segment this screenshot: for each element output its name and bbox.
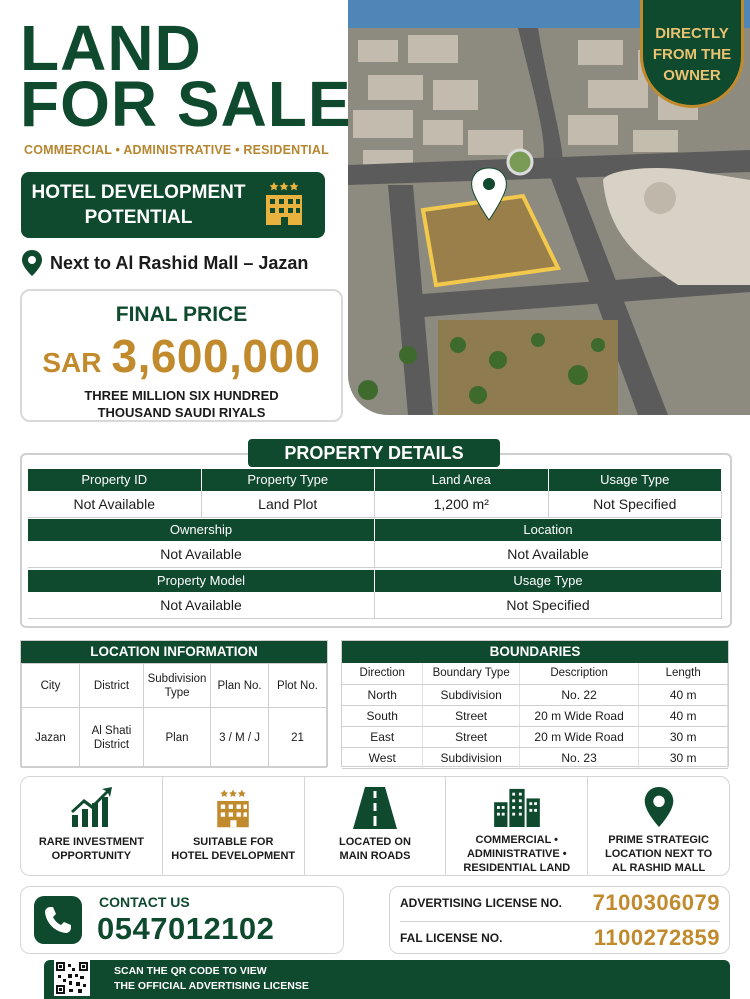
fal-license-label: FAL LICENSE NO.	[400, 931, 503, 945]
feature-roads	[305, 777, 447, 875]
details-value: Not Specified	[549, 491, 723, 518]
feature-hotel	[163, 777, 305, 875]
details-value: Not Available	[375, 541, 722, 568]
fal-license-value: 1100272859	[593, 925, 720, 950]
chart-growth-icon	[68, 787, 114, 829]
details-header: Usage Type	[549, 469, 723, 491]
details-row-2-headers	[28, 519, 722, 541]
details-header: Ownership	[28, 519, 375, 541]
details-value: Not Available	[28, 592, 375, 619]
table-cell: 21	[269, 708, 327, 768]
contact-label: CONTACT US	[99, 894, 190, 910]
price-words-line-2: THOUSAND SAUDI RIYALS	[97, 405, 266, 420]
table-row	[342, 663, 728, 684]
table-cell: East	[342, 726, 423, 747]
table-cell: West	[342, 747, 423, 768]
table-cell: 30 m	[639, 726, 728, 747]
details-value: Not Available	[28, 491, 202, 518]
location-information-title: LOCATION INFORMATION	[21, 641, 327, 663]
details-row-3-headers	[28, 570, 722, 592]
hotel-building-icon	[213, 787, 253, 829]
table-cell: Street	[423, 726, 519, 747]
details-header: Usage Type	[375, 570, 722, 592]
feature-label	[339, 835, 411, 863]
qr-code[interactable]	[54, 960, 90, 996]
boundaries-panel	[341, 640, 729, 767]
table-cell: North	[342, 684, 423, 705]
hotel-potential-text	[21, 180, 256, 230]
badge-line-2: FROM THE	[652, 46, 732, 63]
price-row	[22, 329, 341, 383]
table-header: District	[79, 664, 143, 708]
details-value: Not Specified	[375, 592, 722, 619]
license-card	[389, 886, 730, 954]
details-value: Not Available	[28, 541, 375, 568]
details-header: Location	[375, 519, 722, 541]
details-value: Land Plot	[202, 491, 376, 518]
feature-label	[463, 833, 570, 875]
city-buildings-icon	[491, 787, 543, 827]
footer-line-1: SCAN THE QR CODE TO VIEW	[114, 965, 267, 977]
details-row-3-values	[28, 592, 722, 619]
property-details-title: PROPERTY DETAILS	[248, 439, 500, 467]
table-cell: Plan	[143, 708, 210, 768]
footer-bar	[44, 960, 730, 999]
table-row	[22, 708, 327, 768]
hotel-potential-banner	[21, 172, 325, 238]
feature-land-use	[446, 777, 588, 875]
details-value: 1,200 m²	[375, 491, 549, 518]
details-header: Property Model	[28, 570, 375, 592]
feature-line: PRIME STRATEGIC	[608, 834, 709, 846]
table-cell: Jazan	[22, 708, 80, 768]
badge-line-1: DIRECTLY	[655, 25, 729, 42]
price-label: FINAL PRICE	[115, 303, 248, 326]
details-header: Property ID	[28, 469, 202, 491]
price-value: 3,600,000	[111, 330, 321, 382]
road-icon	[351, 787, 399, 829]
headline-line-2: FOR SALE	[20, 68, 352, 140]
table-cell: Al Shati District	[79, 708, 143, 768]
location-text: Next to Al Rashid Mall – Jazan	[50, 252, 309, 273]
feature-line: LOCATED ON	[339, 836, 411, 848]
details-row-2-values	[28, 541, 722, 568]
feature-line: HOTEL DEVELOPMENT	[171, 850, 296, 862]
table-row	[342, 747, 728, 768]
feature-line: ADMINISTRATIVE •	[466, 848, 567, 860]
location-line	[22, 250, 308, 276]
boundaries-table	[342, 663, 728, 769]
feature-line: OPPORTUNITY	[51, 850, 132, 862]
boundaries-title: BOUNDARIES	[342, 641, 728, 663]
phone-icon	[34, 896, 82, 944]
table-cell: 30 m	[639, 747, 728, 768]
table-cell: South	[342, 705, 423, 726]
feature-line: MAIN ROADS	[339, 850, 411, 862]
categories-text: COMMERCIAL • ADMINISTRATIVE • RESIDENTIAL	[24, 143, 329, 157]
table-header: Length	[639, 663, 728, 684]
location-information-table	[21, 663, 327, 768]
table-cell: 20 m Wide Road	[519, 705, 639, 726]
feature-line: LOCATION NEXT TO	[605, 848, 713, 860]
table-cell: Street	[423, 705, 519, 726]
details-row-1-headers	[28, 469, 722, 491]
table-cell: No. 22	[519, 684, 639, 705]
table-header: Direction	[342, 663, 423, 684]
feature-label	[39, 835, 144, 863]
feature-location	[588, 777, 729, 875]
feature-line: RARE INVESTMENT	[38, 836, 144, 848]
table-header: Plot No.	[269, 664, 327, 708]
headline-line-1: LAND	[20, 12, 202, 84]
map-pin-icon	[643, 787, 675, 827]
hotel-line-1: HOTEL DEVELOPMENT	[31, 182, 246, 203]
location-pin-icon	[22, 250, 42, 276]
direct-owner-badge	[640, 0, 744, 108]
table-cell: 40 m	[639, 705, 728, 726]
hotel-line-2: POTENTIAL	[84, 207, 193, 228]
feature-label	[171, 835, 295, 863]
price-words-line-1: THREE MILLION SIX HUNDRED	[84, 388, 279, 403]
table-cell: Subdivision	[423, 684, 519, 705]
price-currency: SAR	[42, 347, 102, 378]
feature-line: RESIDENTIAL LAND	[463, 862, 571, 874]
advertising-license-row	[400, 890, 720, 916]
advertising-license-value: 7100306079	[592, 890, 720, 915]
table-cell: 40 m	[639, 684, 728, 705]
table-header: Description	[519, 663, 639, 684]
contact-card[interactable]	[20, 886, 344, 954]
advertising-license-label: ADVERTISING LICENSE NO.	[400, 896, 563, 910]
table-cell: 20 m Wide Road	[519, 726, 639, 747]
feature-label	[605, 833, 712, 875]
fal-license-row	[400, 925, 720, 951]
table-header: Plan No.	[211, 664, 269, 708]
location-information-panel	[20, 640, 328, 767]
table-cell: No. 23	[519, 747, 639, 768]
table-row	[342, 705, 728, 726]
table-header: Subdivision Type	[143, 664, 210, 708]
hotel-building-icon	[262, 179, 306, 232]
details-header: Land Area	[375, 469, 549, 491]
table-row	[342, 684, 728, 705]
contact-phone-number[interactable]: 0547012102	[97, 911, 275, 946]
feature-line: AL RASHID MALL	[611, 862, 706, 874]
table-header: City	[22, 664, 80, 708]
table-row	[342, 726, 728, 747]
price-card	[20, 289, 343, 422]
table-cell: Subdivision	[423, 747, 519, 768]
details-row-1-values	[28, 491, 722, 518]
price-in-words	[22, 387, 341, 421]
feature-investment	[21, 777, 163, 875]
footer-line-2: THE OFFICIAL ADVERTISING LICENSE	[114, 980, 309, 992]
feature-line: SUITABLE FOR	[192, 836, 274, 848]
details-header: Property Type	[202, 469, 376, 491]
features-strip	[20, 776, 730, 876]
license-divider	[400, 921, 720, 922]
feature-line: COMMERCIAL •	[475, 834, 559, 846]
table-header: Boundary Type	[423, 663, 519, 684]
badge-line-3: OWNER	[663, 67, 721, 84]
table-cell: 3 / M / J	[211, 708, 269, 768]
footer-text	[114, 964, 309, 994]
table-row	[22, 664, 327, 708]
